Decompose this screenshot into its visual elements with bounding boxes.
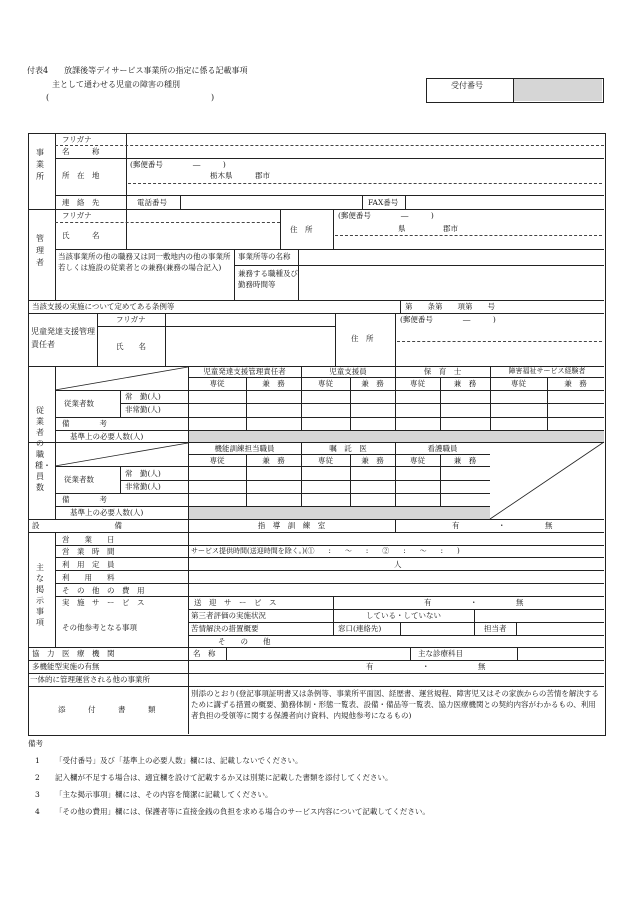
- sub-part-7: 兼 務: [453, 456, 477, 465]
- staff-section-label: 従業者の職種・員数: [35, 406, 51, 492]
- paren-close: ): [211, 93, 215, 102]
- parttime-label-1: 非常勤(人): [125, 405, 161, 414]
- form-title: 付表4 放課後等デイサービス事業所の指定に係る記載事項: [27, 66, 248, 75]
- multi-no[interactable]: 無: [478, 662, 486, 671]
- capacity-label: 利 用 定 員: [62, 560, 115, 569]
- sub-part-6: 兼 務: [361, 456, 384, 465]
- supervisor-postal: (郵便番号 ― ): [400, 315, 496, 324]
- office-furigana-label: フリガナ: [62, 135, 92, 144]
- manager-city: 郡市: [443, 224, 458, 233]
- staff-count-label-2: 従業者数: [64, 475, 94, 484]
- sub-full-7: 専従: [410, 456, 425, 465]
- sub-full-3: 専従: [410, 379, 425, 388]
- header-functional: 機能訓練担当職員: [214, 444, 275, 453]
- facilities-label: 設 備: [32, 521, 122, 530]
- sub-part-3: 兼 務: [453, 379, 477, 388]
- office-postal: (郵便番号 ― ): [130, 160, 226, 169]
- notes-title: 備考: [28, 739, 43, 748]
- manager-concurrent-label: 当該事業所の他の職務又は同一敷地内の他の事業所若しくは施設の従業者との兼務(兼務の場合記入): [58, 252, 231, 272]
- header-welfare-exp: 障害福祉サービス経験者: [508, 367, 586, 375]
- office-contact-label: 連 絡 先: [62, 198, 100, 207]
- other-label: そ の 他: [218, 637, 271, 646]
- note-3-text: 「主な掲示事項」欄には、その内容を簡潔に記載してください。: [55, 790, 273, 799]
- ordinance-articles: 第 条第 項第 号: [405, 302, 495, 311]
- office-tel-label: 電話番号: [137, 198, 167, 207]
- note-2-num: 2: [35, 773, 40, 782]
- fulltime-label-1: 常 勤(人): [125, 392, 161, 401]
- sub-full-2: 専従: [318, 379, 333, 388]
- office-pref: 栃木県: [210, 171, 233, 180]
- fulltime-label-2: 常 勤(人): [125, 469, 161, 478]
- supervisor-name-label: 氏 名: [116, 342, 146, 351]
- office-section-label: 事業所: [36, 148, 44, 181]
- sub-full-5: 専従: [209, 456, 225, 465]
- note-1-num: 1: [35, 756, 40, 765]
- disability-type-label: 主として通わせる児童の障害の種別: [52, 80, 180, 89]
- third-party-label: 第三者評価の実施状況: [191, 611, 266, 620]
- facilities-dot: ・: [498, 521, 506, 530]
- office-fax-label: FAX番号: [368, 198, 399, 207]
- header-nurse: 看護職員: [427, 444, 458, 453]
- capacity-unit: 人: [394, 560, 402, 569]
- paren-open: (: [46, 93, 50, 102]
- person-in-charge-label: 担当者: [484, 624, 507, 633]
- header-doctor: 嘱 託 医: [329, 444, 367, 453]
- business-days-label: 営 業 日: [62, 535, 115, 544]
- note-2-text: 記入欄が不足する場合は、適宜欄を設けて記載するか又は別葉に記載した書類を添付してください。: [55, 773, 393, 782]
- complaint-label: 苦情解決の措置概要: [191, 624, 259, 633]
- facility-name-label: 事業所等の名称: [238, 252, 291, 261]
- parttime-label-2: 非常勤(人): [125, 482, 161, 491]
- other-fees-label: そ の 他 の 費 用: [62, 586, 145, 595]
- sub-part-5: 兼 務: [262, 456, 285, 465]
- cooperating-label: 協 力 医 療 機 関: [32, 649, 115, 658]
- required-label-1: 基準上の必要人数(人): [70, 432, 144, 441]
- sub-part-1: 兼 務: [262, 379, 285, 388]
- concurrent-hours-label: 兼務する職種及び勤務時間等: [238, 269, 298, 289]
- note-1-text: 「受付番号」及び「基準上の必要人数」欄には、記載しないでください。: [55, 756, 303, 765]
- manager-pref: 県: [398, 224, 406, 233]
- facilities-no[interactable]: 無: [545, 521, 553, 530]
- attachment-label: 添 付 書 類: [58, 705, 156, 714]
- staff-count-label-1: 従業者数: [64, 399, 94, 408]
- manager-postal: (郵便番号 ― ): [338, 211, 434, 220]
- transport-no[interactable]: 無: [516, 598, 524, 607]
- transport-yes[interactable]: 有: [424, 598, 432, 607]
- fees-label: 利 用 料: [62, 573, 115, 582]
- transport-dot: ・: [470, 598, 478, 607]
- manager-name-label: 氏 名: [62, 231, 100, 240]
- complaint-window: 窓口(連絡先): [338, 624, 382, 633]
- office-address-label: 所 在 地: [62, 171, 100, 180]
- service-hours-text: サービス提供時間(送迎時間を除く。)(① : 〜 : ② : 〜 : ): [191, 547, 460, 555]
- sub-full-4: 専従: [511, 379, 526, 388]
- office-city: 郡市: [255, 171, 270, 180]
- attachment-text: 別添のとおり(登記事項証明書又は条例等、事業所平面図、経歴書、運営規程、障害児又はその家族からの苦情を解決するために講ずる措置の概要、勤務体制・形態一覧表、設備・備品等一覧表、協力医療機関との契約内容がわかるもの、利用者負担の受領等に関する保護者向け資料、内規他参考になるもの): [191, 689, 599, 720]
- integrated-label: 一体的に管理運営される他の事業所: [30, 675, 150, 684]
- cooperating-name-label: 名 称: [193, 649, 216, 658]
- header-nursery: 保 育 士: [423, 367, 462, 376]
- header-child-support: 児童支援員: [329, 367, 367, 376]
- multi-function-label: 多機能型実施の有無: [32, 662, 100, 671]
- note-3-num: 3: [35, 790, 40, 799]
- sub-part-2: 兼 務: [361, 379, 384, 388]
- note-4-num: 4: [35, 807, 40, 816]
- note-label-2: 備 考: [62, 495, 107, 504]
- header-supervisor: 児童発達支援管理責任者: [203, 367, 286, 376]
- other-refs-label: その他参考となる事項: [62, 623, 137, 632]
- facilities-yes[interactable]: 有: [452, 521, 460, 530]
- required-label-2: 基準上の必要人数(人): [70, 508, 144, 517]
- training-room-label: 指 導 訓 練 室: [257, 521, 326, 530]
- main-items-section-label: 主な掲示事項: [36, 563, 44, 627]
- manager-section-label: 管理者: [36, 234, 44, 267]
- manager-furigana-label: フリガナ: [62, 211, 92, 220]
- supervisor-furigana: フリガナ: [116, 315, 146, 324]
- office-name-label: 名 称: [62, 147, 100, 156]
- note-4-text: 「その他の費用」欄には、保護者等に直接金銭の負担を求める場合のサービス内容について記載してください。: [55, 807, 430, 816]
- third-party-status[interactable]: している・していない: [366, 611, 441, 620]
- receipt-label: 受付番号: [451, 81, 483, 90]
- business-hours-label: 営 業 時 間: [62, 547, 115, 556]
- multi-yes[interactable]: 有: [366, 662, 374, 671]
- multi-dot: ・: [422, 662, 430, 671]
- manager-address-label: 住 所: [290, 225, 313, 234]
- supervisor-address-label: 住 所: [351, 334, 374, 343]
- ordinance-label: 当該支援の実施について定めてある条例等: [32, 302, 175, 311]
- sub-full-6: 専従: [318, 456, 333, 465]
- note-label-1: 備 考: [62, 419, 107, 428]
- transport-label: 送 迎 サ ー ビ ス: [194, 598, 277, 607]
- supervisor-label: 児童発達支援管理責任者: [31, 327, 95, 349]
- services-label: 実 施 サ ー ビ ス: [62, 598, 145, 607]
- sub-part-4: 兼 務: [564, 379, 587, 388]
- cooperating-dept-label: 主な診療科目: [418, 649, 463, 658]
- sub-full-1: 専従: [209, 379, 225, 388]
